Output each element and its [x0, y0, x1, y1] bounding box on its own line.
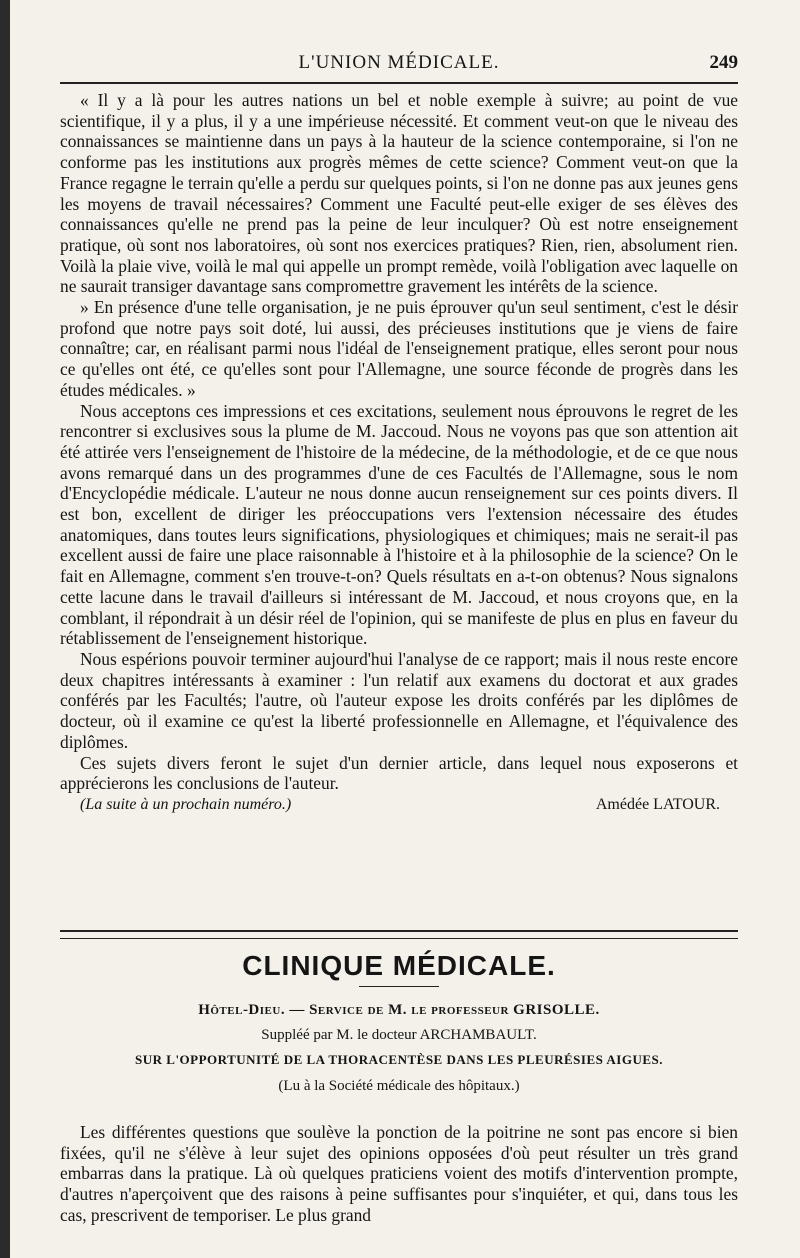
continuation-note: (La suite à un prochain numéro.) — [80, 795, 292, 813]
running-title: L'UNION MÉDICALE. — [298, 52, 500, 73]
paragraph: Nous espérions pouvoir terminer aujourd'hui l'analyse de ce rapport; mais il nous reste encore deux chapitres intéressants à examiner : l'un relatif aux examens du doctorat et aux grades conférés par les Facultés; l'autre, où l'auteur expose les droits conférés par les diplômes de docteur, où il examine ce qu'est la liberté professionnelle en Allemagne, et l'équivalence des diplômes. — [60, 648, 738, 752]
running-header — [60, 48, 738, 78]
section-separator — [60, 930, 738, 939]
page-number: 249 — [709, 52, 738, 73]
paragraph: » En présence d'une telle organisation, je ne puis éprouver qu'un seul sentiment, c'est le désir profond que notre pays soit doté, lui aussi, des précieuses institutions que je viens de faire connaître; car, en réalisant parmi nous l'idéal de l'enseignement pratique, elles seront pour nous ce qu'elles ont été, ce qu'elles sont pour l'Allemagne, une source féconde de progrès dans les études médicales. » — [60, 297, 738, 400]
section-title: CLINIQUE MÉDICALE. — [242, 950, 556, 981]
hospital-line: Hôtel-Dieu. — Service de M. le professeur GRISOLLE. — [198, 1002, 600, 1018]
paragraph: « Il y a là pour les autres nations un bel et noble exemple à suivre; au point de vue scientifique, il y a plus, il y a une impérieuse nécessité. Et comment veut-on que le niveau des connaissances se maintienne dans un pays à la hauteur de la science contemporaine, si l'on ne conforme pas les institutions aux progrès mêmes de cette science? Comment veut-on que la France regagne le terrain qu'elle a perdu sur quelques points, si l'on ne donne pas aux jeunes gens les moyens de travail nécessaires? Comment une Faculté peut-elle exiger de ses élèves des connaissances qu'elle ne prend pas la peine de leur inculquer? Où est notre enseignement pratique, où sont nos laboratoires, où sont nos exercices pratiques? Rien, rien, absolument rien. Voilà la plaie vive, voilà le mal qui appelle un prompt remède, voilà l'obligation avec laquelle on ne saurait transiger davantage sans compromettre gravement les intérêts de la science. — [60, 90, 738, 297]
header-rule — [60, 82, 738, 84]
paragraph: Ces sujets divers feront le sujet d'un dernier article, dans lequel nous exposerons et apprécierons les conclusions de l'auteur. — [60, 752, 738, 794]
section-meta — [60, 1002, 738, 1103]
read-at-note: (Lu à la Société médicale des hôpitaux.) — [278, 1078, 520, 1094]
section-heading — [60, 950, 738, 987]
clinique-body — [60, 1122, 738, 1226]
title-underline — [359, 986, 439, 987]
page-binding-edge — [0, 0, 10, 1258]
paragraph: Nous acceptons ces impressions et ces excitations, seulement nous éprouvons le regret de les rencontrer si exclusives sous la plume de M. Jaccoud. Nous ne voyons pas que son attention ait été attirée vers l'enseignement de l'histoire de la médecine, de la méthodologie, et de ce que nous avons remarqué dans un des programmes d'une de ces Facultés de l'Allemagne, sous le nom d'Encyclopédie médicale. L'auteur ne nous donne aucun renseignement sur ces points divers. Il est bon, excellent de diriger les préoccupations vers l'extension nécessaire des études anatomiques, dans toutes leurs significations, physiologiques et chimiques; mais ne serait-il pas excellent aussi de faire une place raisonnable à l'histoire et à la philosophie de la science? On le fait en Allemagne, comment s'en trouve-t-on? Quels résultats en a-t-on obtenus? Nous signalons cette lacune dans le travail d'ailleurs si intéressant de M. Jaccoud, et nous croyons que, en la comblant, il répondrait à un désir réel de l'opinion, qui se manifeste de plus en plus en faveur du rétablissement de l'enseignement historique. — [60, 400, 738, 649]
topic-heading: SUR L'OPPORTUNITÉ DE LA THORACENTÈSE DANS LES PLEURÉSIES AIGUES. — [135, 1052, 663, 1067]
substitute-line: Suppléé par M. le docteur ARCHAMBAULT. — [261, 1027, 537, 1043]
author-signature: Amédée LATOUR. — [595, 795, 720, 813]
article-body — [60, 90, 738, 816]
paragraph: Les différentes questions que soulève la ponction de la poitrine ne sont pas encore si bien fixées, qu'il ne s'élève à leur sujet des opinions opposées d'où peut résulter un très grand embarras dans la pratique. Là où quelques praticiens voient des motifs d'intervention prompte, d'autres n'aperçoivent que des raisons à peine suffisantes pour s'inquiéter, et qui, dans tous les cas, prescrivent de temporiser. Le plus grand — [60, 1122, 738, 1225]
article-byline — [60, 795, 738, 816]
